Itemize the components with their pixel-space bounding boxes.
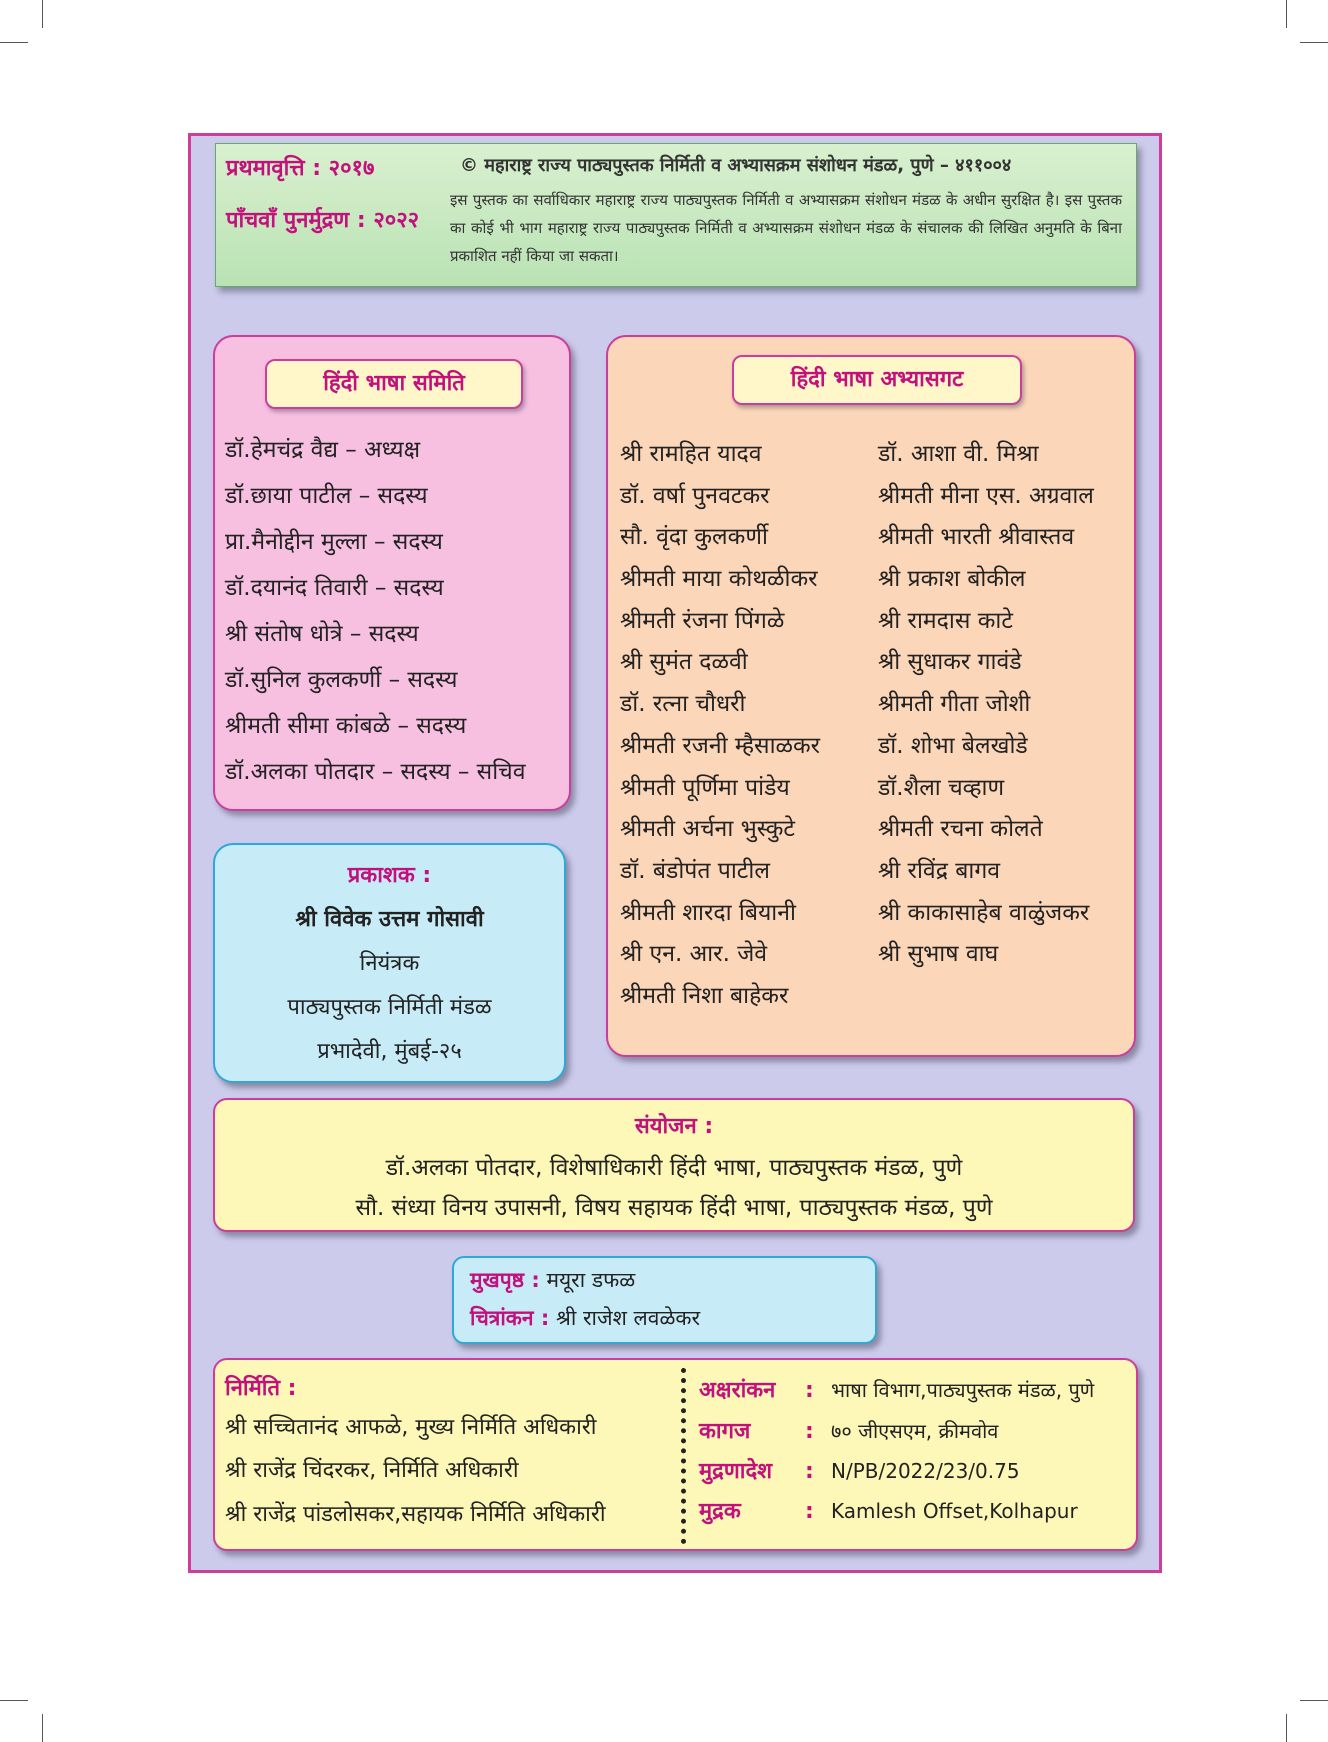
list-item: डॉ.सुनिल कुलकर्णी – सदस्य — [225, 667, 458, 693]
committee-panel — [213, 335, 571, 811]
publisher-title: नियंत्रक — [359, 951, 420, 976]
detail-label: मुद्रणादेश — [699, 1459, 773, 1484]
production-label: निर्मिति : — [225, 1376, 297, 1401]
list-item: डॉ. बंडोपंत पाटील — [620, 857, 770, 884]
detail-row — [699, 1455, 1020, 1485]
list-item: डॉ. शोभा बेलखोडे — [878, 732, 1028, 759]
list-item: श्री संतोष धोत्रे – सदस्य — [225, 621, 419, 647]
list-item: श्री सुधाकर गावंडे — [878, 649, 1022, 676]
cover-credits-panel — [452, 1256, 877, 1344]
dotted-divider — [681, 1368, 686, 1544]
illustration-value: श्री राजेश लवळेकर — [555, 1306, 701, 1330]
production-person: श्री सच्चितानंद आफळे, मुख्य निर्मिति अधिकारी — [225, 1415, 597, 1440]
crop-mark — [1300, 42, 1328, 43]
list-item: डॉ. आशा वी. मिश्रा — [878, 441, 1039, 467]
list-item: श्रीमती भारती श्रीवास्तव — [878, 524, 1075, 551]
list-item: डॉ.छाया पाटील – सदस्य — [225, 483, 428, 509]
reprint-edition: पाँचवाँ पुनर्मुद्रण : २०२२ — [226, 208, 420, 233]
detail-colon: : — [805, 1419, 814, 1444]
detail-value: N/PB/2022/23/0.75 — [831, 1459, 1020, 1483]
list-item: डॉ.शैला चव्हाण — [878, 774, 1005, 801]
list-item: सौ. वृंदा कुलकर्णी — [620, 524, 768, 551]
study-group-col1 — [620, 434, 820, 1018]
list-item: श्री एन. आर. जेवे — [620, 941, 768, 968]
list-item: श्री काकासाहेब वाळुंजकर — [878, 899, 1090, 926]
list-item: श्री रामदास काटे — [878, 607, 1013, 634]
list-item: डॉ. रत्ना चौधरी — [620, 691, 746, 718]
cover-credit — [470, 1266, 635, 1294]
production-person: श्री राजेंद्र पांडलोसकर,सहायक निर्मिति अधिकारी — [225, 1502, 606, 1527]
detail-value: भाषा विभाग,पाठ्यपुस्तक मंडळ, पुणे — [831, 1378, 1095, 1402]
publisher-address: प्रभादेवी, मुंबई-२५ — [317, 1039, 462, 1064]
copyright-text: इस पुस्तक का सर्वाधिकार महाराष्ट्र राज्य पाठ्यपुस्तक निर्मिती व अभ्यासक्रम संशोधन मंडळ के अधीन सुरक्षित है। इस पुस्तक का कोई भी भाग महाराष्ट्र राज्य पाठ्यपुस्तक निर्मिती व अभ्यासक्रम संशोधन मंडळ के संचालक की लिखित अनुमति के बिना प्रकाशित नहीं किया जा सकता। — [450, 191, 1122, 265]
detail-colon: : — [805, 1459, 814, 1484]
publisher-name: श्री विवेक उत्तम गोसावी — [295, 907, 484, 932]
production-person: श्री राजेंद्र चिंदरकर, निर्मिति अधिकारी — [225, 1458, 519, 1483]
detail-row — [699, 1415, 998, 1445]
copyright-line: © महाराष्ट्र राज्य पाठ्यपुस्तक निर्मिती व अभ्यासक्रम संशोधन मंडळ, पुणे – ४११००४ — [460, 155, 1012, 176]
list-item: श्रीमती गीता जोशी — [878, 691, 1031, 718]
production-panel — [213, 1358, 1138, 1551]
coordination-label: संयोजन : — [634, 1114, 714, 1139]
list-item: श्रीमती मीना एस. अग्रवाल — [878, 482, 1094, 509]
list-item: श्री सुमंत दळवी — [620, 649, 748, 676]
crop-mark — [42, 0, 43, 28]
committee-title: हिंदी भाषा समिति — [265, 359, 523, 409]
publisher-org: पाठ्यपुस्तक निर्मिती मंडळ — [287, 995, 492, 1020]
copyright-panel — [215, 143, 1137, 287]
list-item: डॉ. वर्षा पुनवटकर — [620, 482, 770, 509]
detail-label: अक्षरांकन — [699, 1378, 776, 1403]
publisher-label: प्रकाशक : — [347, 863, 432, 888]
list-item: श्रीमती रजनी म्हैसाळकर — [620, 732, 821, 759]
detail-row — [699, 1495, 1078, 1525]
coordination-line1: डॉ.अलका पोतदार, विशेषाधिकारी हिंदी भाषा, पाठ्यपुस्तक मंडळ, पुणे — [385, 1155, 963, 1181]
detail-label: कागज — [699, 1419, 751, 1444]
list-item: श्रीमती माया कोथळीकर — [620, 566, 818, 593]
list-item: श्री प्रकाश बोकील — [878, 566, 1026, 593]
list-item: श्री रामहित यादव — [620, 441, 762, 467]
list-item: डॉ.दयानंद तिवारी – सदस्य — [225, 575, 444, 601]
list-item: श्री रविंद्र बागव — [878, 857, 1001, 884]
list-item: श्री सुभाष वाघ — [878, 941, 999, 968]
list-item: श्रीमती शारदा बियानी — [620, 899, 796, 926]
detail-value: ७० जीएसएम, क्रीमवोव — [831, 1419, 999, 1443]
list-item: प्रा.मैनोद्दीन मुल्ला – सदस्य — [225, 529, 443, 555]
cover-label: मुखपृष्ठ : — [470, 1268, 540, 1292]
detail-label: मुद्रक — [699, 1499, 741, 1524]
detail-colon: : — [805, 1378, 814, 1403]
publisher-panel — [213, 843, 566, 1083]
crop-mark — [0, 1700, 28, 1701]
list-item: डॉ.हेमचंद्र वैद्य – अध्यक्ष — [225, 437, 421, 463]
crop-mark — [1300, 1700, 1328, 1701]
list-item: श्रीमती अर्चना भुस्कुटे — [620, 816, 795, 843]
detail-value: Kamlesh Offset,Kolhapur — [831, 1499, 1078, 1523]
list-item: श्रीमती रचना कोलते — [878, 816, 1043, 843]
list-item: डॉ.अलका पोतदार – सदस्य – सचिव — [225, 759, 526, 785]
crop-mark — [42, 1714, 43, 1742]
list-item: श्रीमती पूर्णिमा पांडेय — [620, 774, 790, 801]
detail-row — [699, 1374, 1094, 1404]
committee-list — [225, 427, 526, 795]
crop-mark — [1286, 0, 1287, 28]
cover-value: मयूरा डफळ — [546, 1268, 636, 1292]
study-group-panel — [606, 335, 1136, 1057]
list-item: श्रीमती सीमा कांबळे – सदस्य — [225, 713, 467, 739]
first-edition: प्रथमावृत्ति : २०१७ — [226, 156, 375, 181]
crop-mark — [1286, 1714, 1287, 1742]
study-group-title: हिंदी भाषा अभ्यासगट — [732, 355, 1022, 405]
detail-colon: : — [805, 1499, 814, 1524]
study-group-col2 — [878, 434, 1094, 976]
coordination-line2: सौ. संध्या विनय उपासनी, विषय सहायक हिंदी भाषा, पाठ्यपुस्तक मंडळ, पुणे — [355, 1195, 993, 1221]
list-item: श्रीमती निशा बाहेकर — [620, 982, 789, 1009]
coordination-panel — [213, 1098, 1135, 1232]
illustration-credit — [470, 1304, 700, 1332]
crop-mark — [0, 42, 28, 43]
list-item: श्रीमती रंजना पिंगळे — [620, 607, 785, 634]
illustration-label: चित्रांकन : — [470, 1306, 550, 1330]
